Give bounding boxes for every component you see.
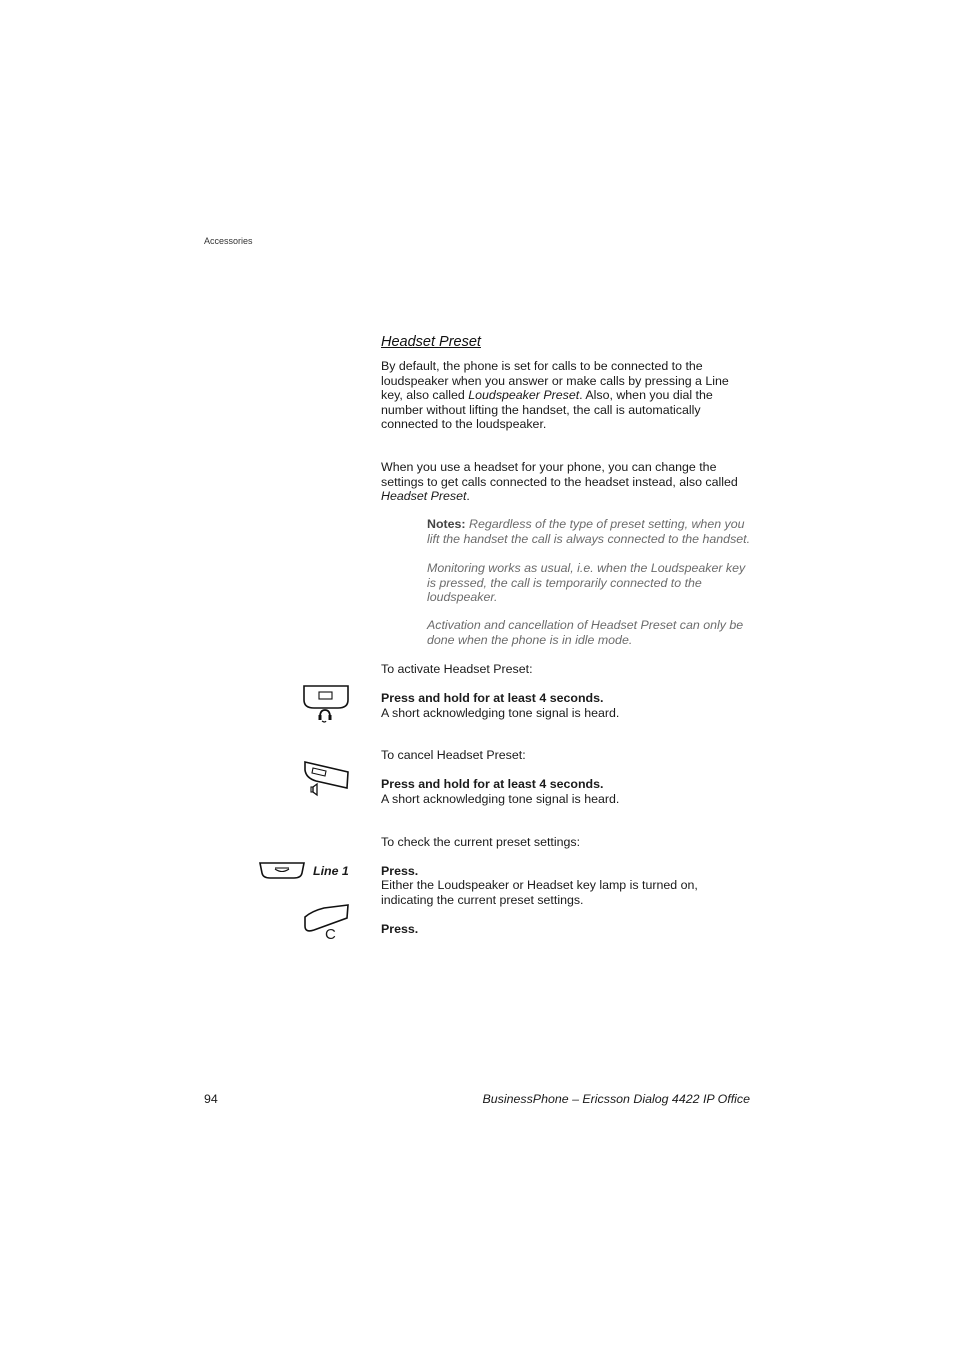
- line-key-icon[interactable]: [258, 861, 306, 881]
- activate-result: A short acknowledging tone signal is heard.: [381, 706, 620, 720]
- clear-action: Press.: [381, 922, 419, 936]
- clear-key-label: C: [325, 926, 336, 943]
- note-3: Activation and cancellation of Headset Preset can only be done when the phone is in idle mode.: [427, 618, 744, 647]
- headset-key-icon[interactable]: [302, 684, 350, 726]
- activate-intro: To activate Headset Preset:: [381, 662, 533, 676]
- running-header: Accessories: [204, 236, 253, 246]
- check-intro: To check the current preset settings:: [381, 835, 581, 849]
- footer-doc-title: BusinessPhone – Ericsson Dialog 4422 IP Office: [482, 1092, 750, 1106]
- intro-paragraph-1: By default, the phone is set for calls to be connected to the loudspeaker when you answer or make calls by pressing a Line key, also called Loudspeaker Preset. Also, when you dial the number without lifting the handset, the call is automatically connected to the loudspeaker.: [381, 359, 729, 431]
- loudspeaker-key-icon[interactable]: [302, 760, 352, 800]
- section-title: Headset Preset: [381, 334, 481, 350]
- page-number: 94: [204, 1092, 218, 1106]
- line-1-label: Line 1: [313, 864, 349, 878]
- note-1: Notes: Regardless of the type of preset setting, when you lift the handset the call is always connected to the handset.: [427, 517, 751, 546]
- cancel-intro: To cancel Headset Preset:: [381, 748, 526, 762]
- check-action: Press.: [381, 864, 419, 878]
- cancel-action: Press and hold for at least 4 seconds.: [381, 777, 604, 791]
- check-result: Either the Loudspeaker or Headset key lamp is turned on, indicating the current preset settings.: [381, 878, 698, 907]
- activate-action: Press and hold for at least 4 seconds.: [381, 691, 604, 705]
- note-2: Monitoring works as usual, i.e. when the Loudspeaker key is pressed, the call is temporarily connected to the loudspeaker.: [427, 561, 746, 604]
- cancel-result: A short acknowledging tone signal is heard.: [381, 792, 620, 806]
- intro-paragraph-2: When you use a headset for your phone, you can change the settings to get calls connected to the headset instead, also called Headset Preset.: [381, 460, 738, 503]
